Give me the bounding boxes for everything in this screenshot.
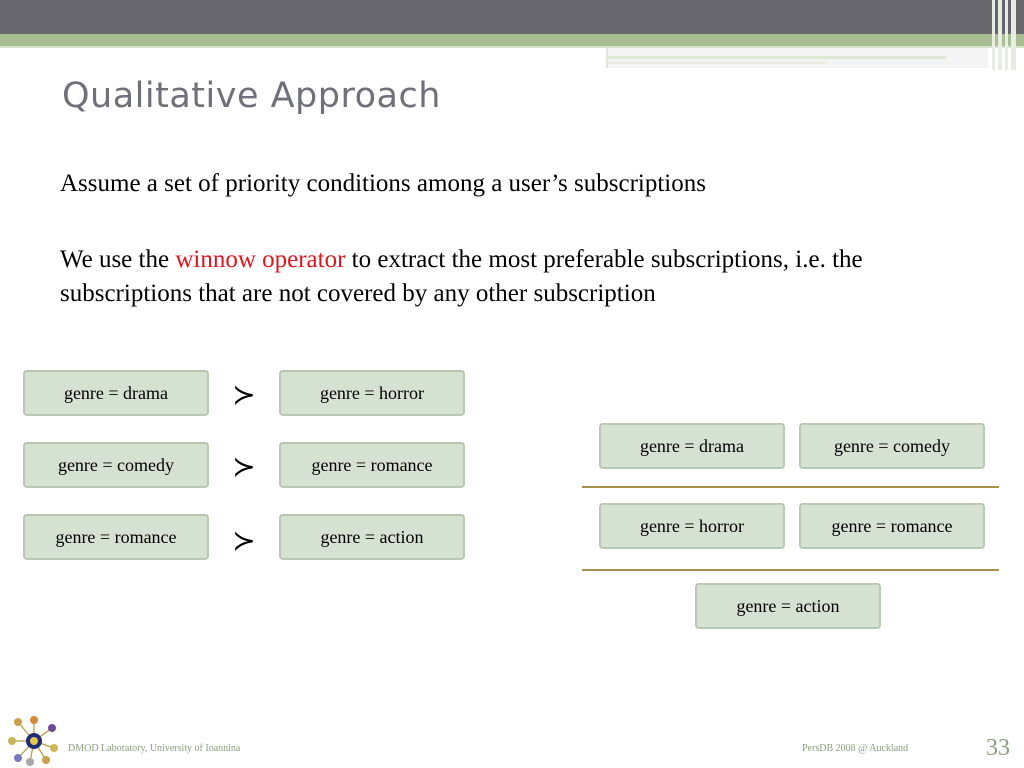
level1-chip: genre = drama	[599, 423, 785, 469]
winnow-operator-highlight: winnow operator	[175, 246, 346, 273]
green-band	[0, 34, 1024, 46]
level-divider	[582, 486, 999, 488]
pref-right-chip: genre = horror	[279, 370, 465, 416]
page-number: 33	[986, 735, 1010, 761]
pref-left-chip: genre = comedy	[23, 442, 209, 488]
level-divider	[582, 569, 999, 571]
pref-right-chip: genre = action	[279, 514, 465, 560]
pref-left-chip: genre = drama	[23, 370, 209, 416]
level3-chip: genre = action	[695, 583, 881, 629]
preference-symbol: ≻	[232, 378, 256, 411]
slide-title: Qualitative Approach	[62, 76, 441, 116]
paragraph-priority: Assume a set of priority conditions among a user’s subscriptions	[60, 170, 706, 197]
footer-affiliation: DMOD Laboratory, University of Ioannina	[68, 743, 241, 754]
lab-logo-icon	[4, 714, 60, 768]
top-banner	[0, 0, 1024, 34]
level1-chip: genre = comedy	[799, 423, 985, 469]
level2-chip: genre = horror	[599, 503, 785, 549]
pref-left-chip: genre = romance	[23, 514, 209, 560]
preference-symbol: ≻	[232, 450, 256, 483]
winnow-pre: We use the	[60, 246, 176, 273]
pref-right-chip: genre = romance	[279, 442, 465, 488]
vertical-stripes-decoration	[988, 0, 1024, 70]
banner-decoration	[606, 48, 1024, 70]
preference-symbol: ≻	[232, 524, 256, 557]
paragraph-winnow	[60, 243, 1000, 311]
footer-event: PersDB 2008 @ Auckland	[802, 743, 909, 754]
winnow-post: to extract the most preferable subscriptions, i.e. the subscriptions that are not covered by any other subscription	[60, 246, 863, 307]
level2-chip: genre = romance	[799, 503, 985, 549]
